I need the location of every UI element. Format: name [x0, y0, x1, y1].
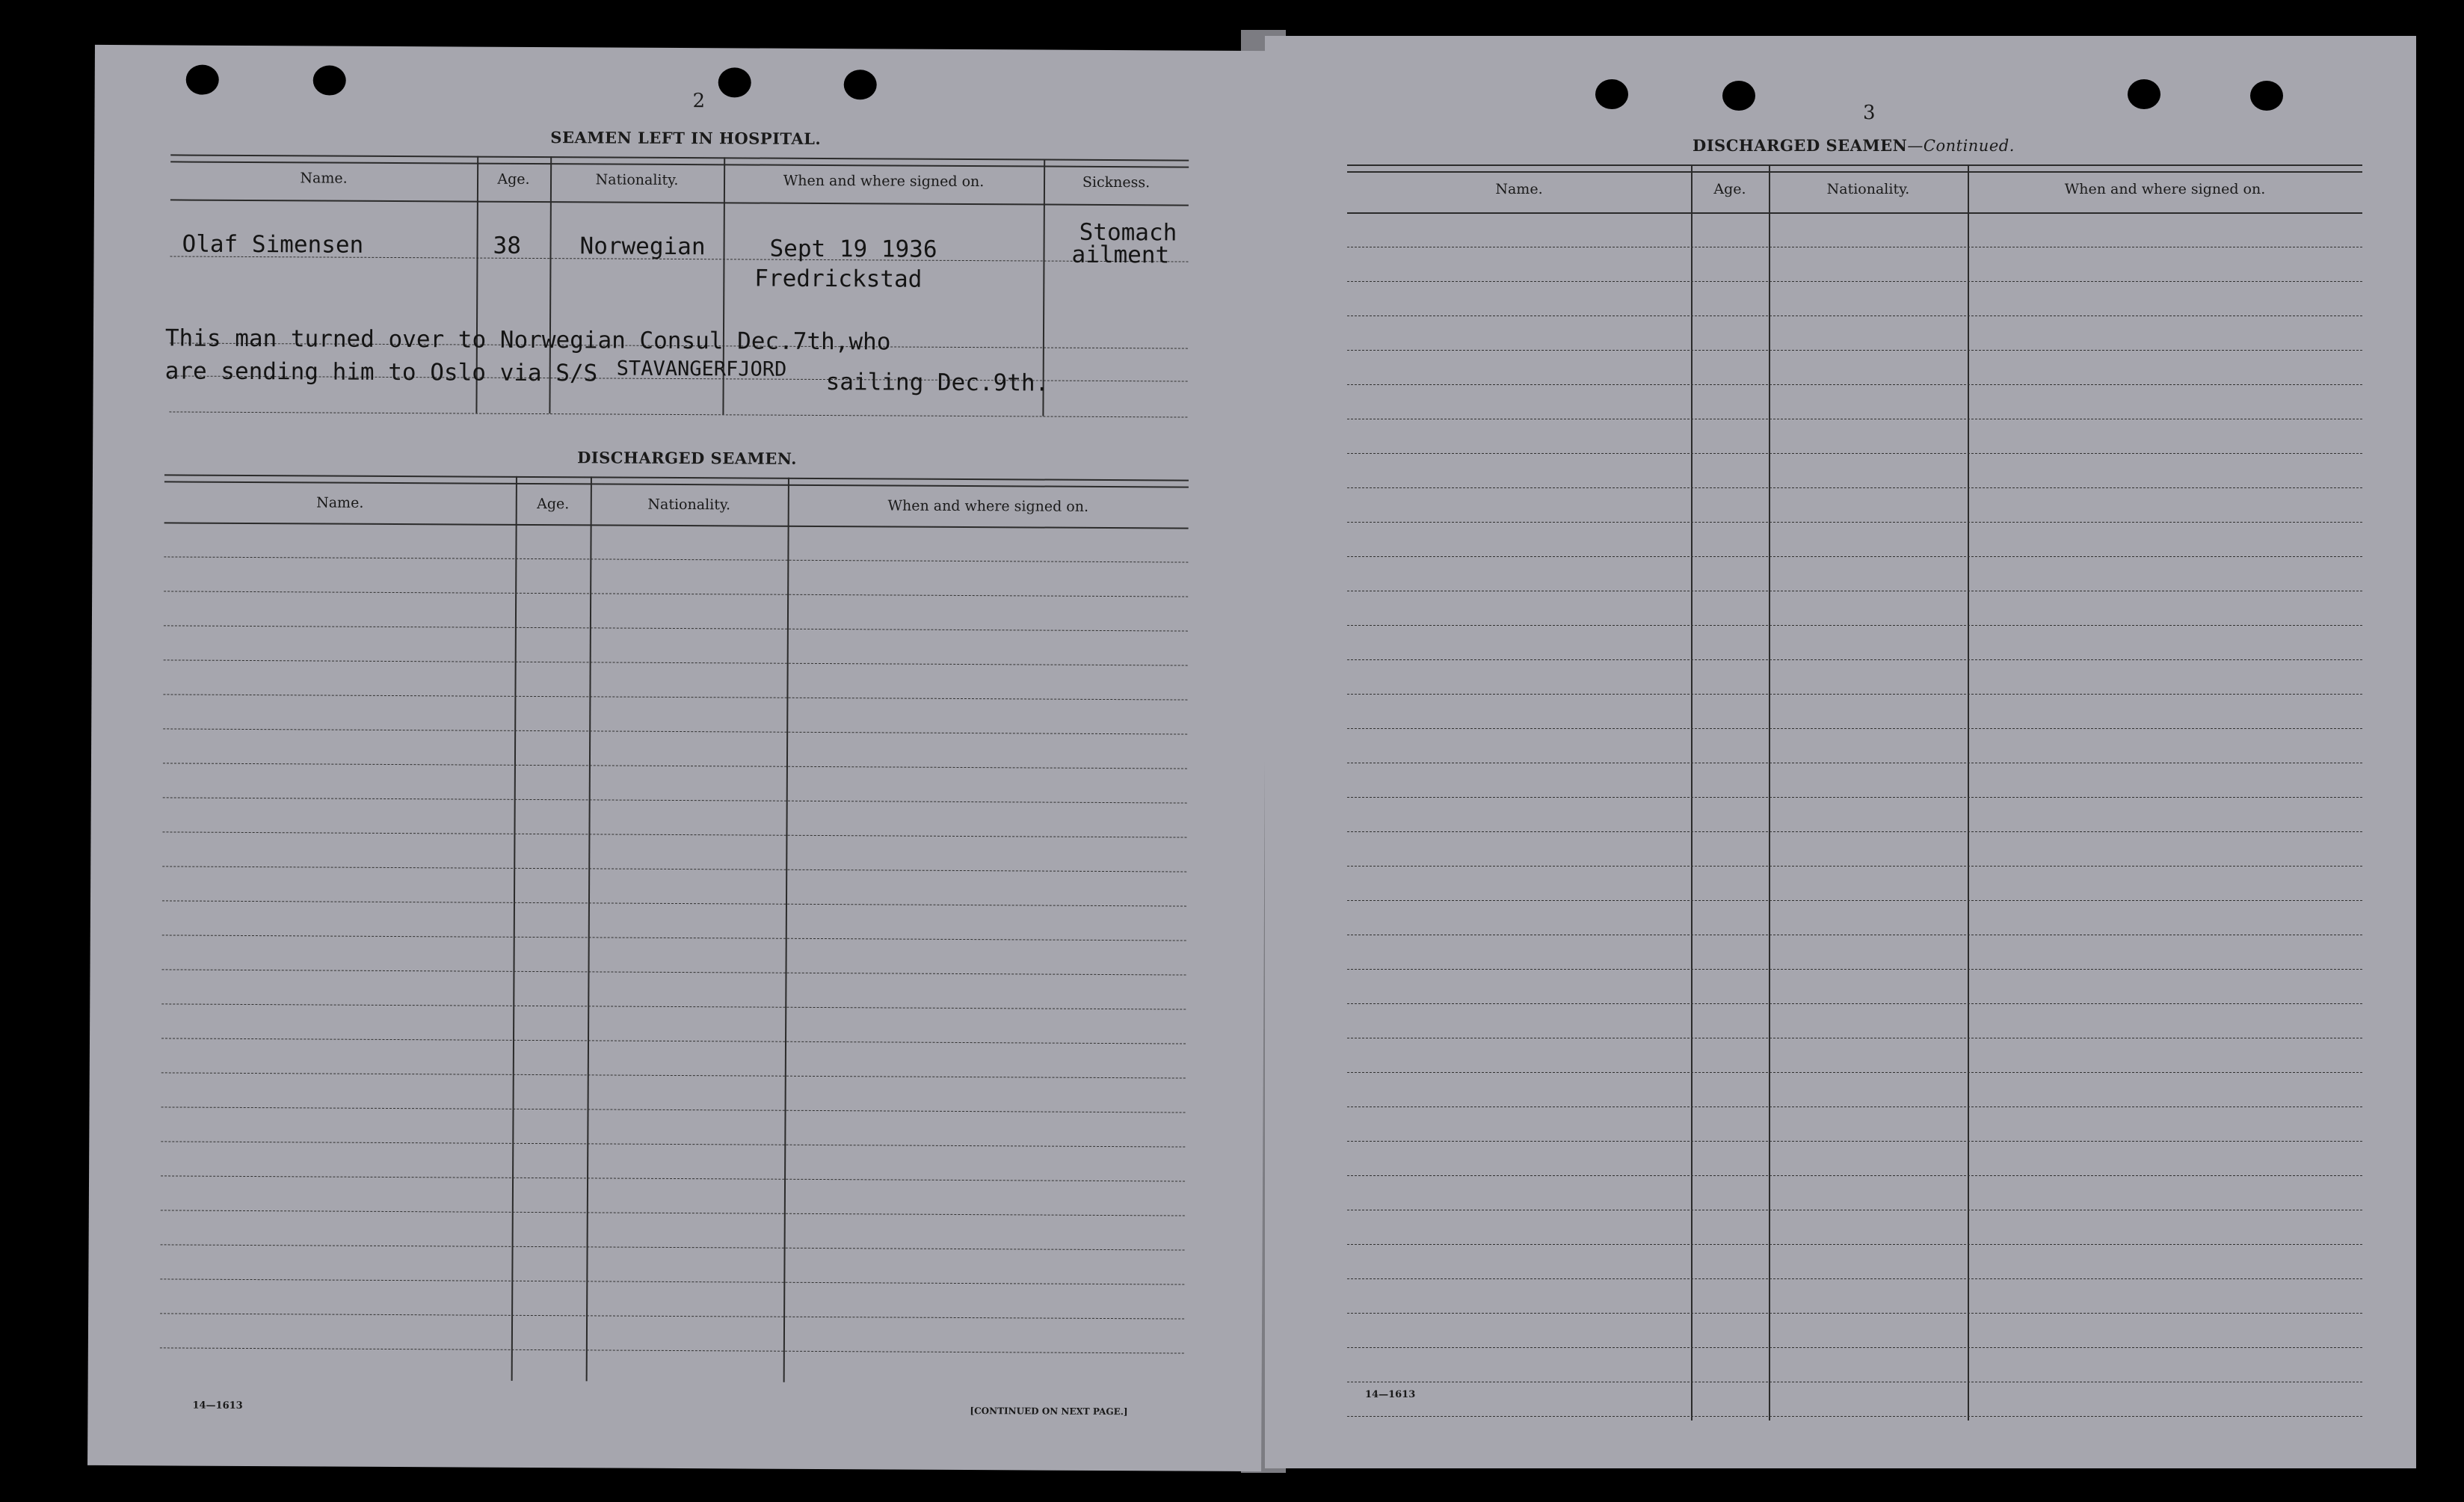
ruled-line — [1347, 969, 2362, 970]
col-header-nationality: Nationality. — [1826, 181, 1910, 197]
ruled-line — [163, 797, 1187, 803]
ruled-line — [1347, 625, 2362, 626]
form-number: 14—1613 — [192, 1400, 243, 1412]
ruled-line — [1347, 1347, 2362, 1348]
ruled-line — [164, 625, 1188, 631]
ruled-line — [1347, 1244, 2362, 1245]
ruled-line — [1347, 1003, 2362, 1004]
ruled-line — [1347, 728, 2362, 729]
ruled-line — [1347, 281, 2362, 282]
punch-hole — [844, 70, 877, 99]
col-header-signed-on: When and where signed on. — [2064, 181, 2266, 197]
punch-hole — [2128, 79, 2160, 109]
ruled-line — [164, 556, 1188, 562]
ruled-line — [1347, 797, 2362, 798]
note-line-2-end: sailing Dec.9th. — [825, 369, 1050, 397]
ruled-line — [1347, 1416, 2362, 1417]
ruled-line — [161, 1141, 1185, 1147]
ruled-line — [162, 866, 1186, 872]
discharged-section-title: DISCHARGED SEAMEN. — [577, 448, 798, 468]
ruled-line — [163, 728, 1187, 734]
entry-name: Olaf Simensen — [182, 230, 364, 259]
ruled-line — [160, 1278, 1184, 1284]
col-header-name: Name. — [300, 170, 348, 187]
page-number: 2 — [692, 90, 706, 113]
entry-nationality: Norwegian — [579, 233, 706, 261]
ruled-line — [1347, 522, 2362, 523]
ruled-line — [161, 1210, 1185, 1216]
col-header-nationality: Nationality. — [595, 171, 679, 188]
ruled-line — [162, 831, 1186, 837]
entry-signed-date: Sept 19 1936 — [769, 235, 937, 263]
col-header-name: Name. — [1495, 181, 1543, 197]
ruled-line — [162, 900, 1186, 906]
ruled-line — [1347, 212, 2362, 214]
ruled-line — [1347, 350, 2362, 351]
entry-signed-place: Fredrickstad — [754, 265, 923, 293]
ruled-line — [162, 935, 1186, 941]
col-header-age: Age. — [537, 496, 570, 513]
punch-hole — [186, 65, 219, 95]
ruled-line — [161, 1175, 1185, 1181]
discharged-continued-table — [1347, 164, 2362, 1428]
punch-hole — [313, 65, 346, 95]
left-page — [87, 45, 1269, 1471]
ruled-line — [1347, 453, 2362, 454]
note-line-2: are sending him to Oslo via S/S — [164, 357, 598, 387]
ruled-line — [161, 1038, 1186, 1044]
right-page — [1265, 36, 2416, 1468]
ruled-line — [1347, 1141, 2362, 1142]
ruled-line — [1347, 1313, 2362, 1314]
punch-hole — [2250, 81, 2283, 111]
ruled-line — [1347, 384, 2362, 385]
discharged-continued-title: DISCHARGED SEAMEN—Continued. — [1693, 136, 2015, 155]
punch-hole — [1595, 79, 1628, 109]
discharged-table — [159, 474, 1188, 1406]
col-header-signed-on: When and where signed on. — [887, 497, 1089, 515]
ruled-line — [1347, 1072, 2362, 1073]
page-number: 3 — [1863, 102, 1876, 124]
ruled-line — [163, 763, 1187, 769]
ruled-line — [160, 1313, 1184, 1319]
col-header-age: Age. — [1713, 181, 1746, 197]
col-header-age: Age. — [497, 170, 530, 188]
note-ship-name: STAVANGERFJORD — [616, 357, 787, 381]
hospital-section-title: SEAMEN LEFT IN HOSPITAL. — [550, 128, 822, 148]
ruled-line — [1347, 900, 2362, 901]
ruled-line — [1347, 694, 2362, 695]
ruled-line — [1347, 831, 2362, 832]
ruled-line — [164, 522, 1189, 529]
ruled-line — [162, 969, 1186, 975]
entry-sickness-1: Stomach — [1079, 218, 1177, 247]
punch-hole — [718, 67, 751, 97]
col-header-name: Name. — [316, 494, 364, 511]
punch-hole — [1722, 81, 1755, 111]
entry-sickness-2: ailment — [1071, 241, 1170, 269]
entry-age: 38 — [493, 232, 522, 259]
ruled-line — [1347, 1175, 2362, 1176]
ruled-line — [164, 659, 1188, 665]
continued-footer: [CONTINUED ON NEXT PAGE.] — [970, 1406, 1128, 1418]
ruled-line — [1347, 487, 2362, 488]
ruled-line — [1347, 1278, 2362, 1279]
form-number: 14—1613 — [1365, 1389, 1416, 1400]
ruled-line — [161, 1003, 1186, 1009]
ruled-line — [161, 1072, 1186, 1078]
ruled-line — [163, 694, 1187, 700]
note-line-1: This man turned over to Norwegian Consul Dec.7th,who — [164, 324, 891, 356]
ruled-line — [1347, 659, 2362, 660]
ruled-line — [161, 1107, 1186, 1112]
ruled-line — [160, 1347, 1184, 1353]
col-header-sickness: Sickness. — [1082, 173, 1151, 191]
col-header-nationality: Nationality. — [647, 496, 731, 514]
ruled-line — [1347, 866, 2362, 867]
col-header-signed-on: When and where signed on. — [783, 172, 985, 191]
ruled-line — [1347, 556, 2362, 557]
ruled-line — [161, 1244, 1185, 1250]
ruled-line — [164, 591, 1188, 597]
